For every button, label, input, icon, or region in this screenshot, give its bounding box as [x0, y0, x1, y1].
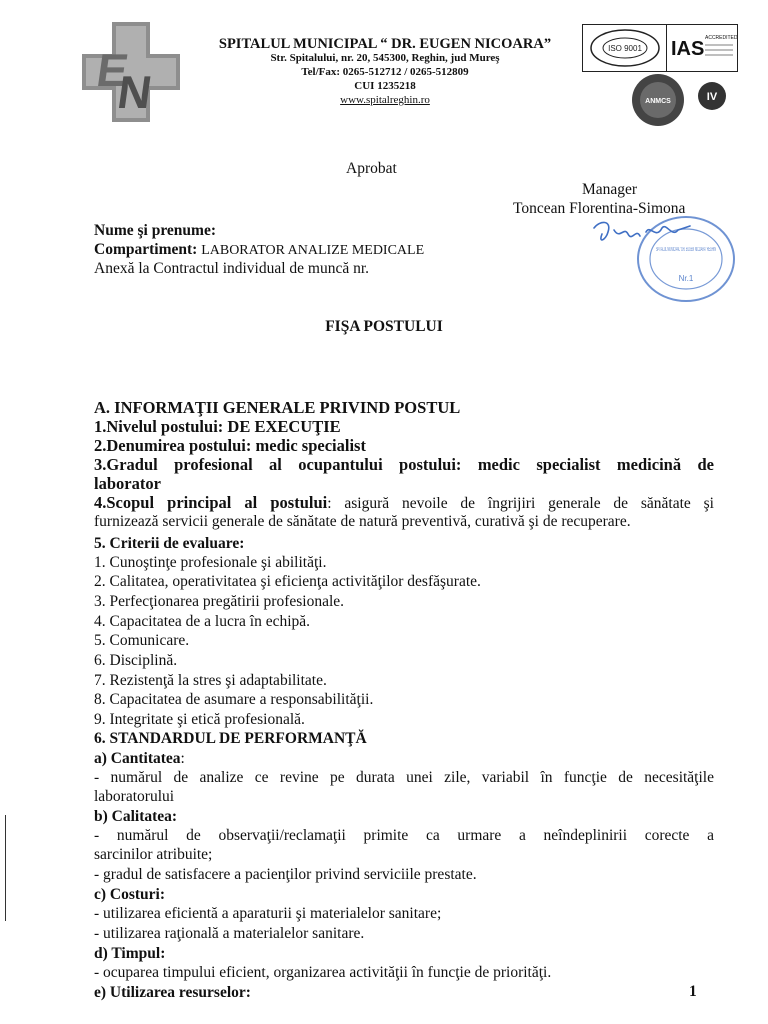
- name-label: Nume şi prenume:: [94, 222, 216, 239]
- official-stamp: [634, 215, 738, 303]
- costs-title: c) Costuri:: [94, 886, 166, 903]
- purpose-continuation: furnizează servicii generale de sănătate de natură preventivă, curativă şi de recuperare.: [94, 513, 631, 530]
- svg-text:E: E: [93, 44, 132, 96]
- time-title: d) Timpul:: [94, 945, 166, 962]
- job-level: 1.Nivelul postului: DE EXECUŢIE: [94, 417, 341, 436]
- hospital-name: SPITALUL MUNICIPAL “ DR. EUGEN NICOARA”: [218, 36, 552, 52]
- criteria-item: 8. Capacitatea de asumare a responsabilităţii.: [94, 691, 374, 708]
- costs-text: - utilizarea raţională a materialelor sanitare.: [94, 925, 365, 942]
- page-number: 1: [689, 983, 697, 1000]
- accredited-label: ACCREDITED: [705, 35, 737, 41]
- criteria-item: 4. Capacitatea de a lucra în echipă.: [94, 613, 311, 630]
- grade-value: : medic specialist medicină de: [455, 455, 714, 474]
- ias-accreditation-logo: [666, 24, 738, 72]
- quality-text: - numărul de observaţii/reclamaţii primite ca urmare a neîndeplinirii corecte a: [94, 827, 714, 844]
- contract-annex: Anexă la Contractul individual de muncă nr.: [94, 260, 370, 277]
- criteria-item: 9. Integritate şi etică profesională.: [94, 711, 305, 728]
- hospital-website-link[interactable]: www.spitalreghin.ro: [340, 94, 430, 106]
- grade-label: 3.Gradul profesional al ocupantului postului: [94, 455, 456, 474]
- iso-label: ISO 9001: [608, 44, 642, 53]
- manager-name: Toncean Florentina-Simona: [513, 200, 686, 217]
- section-a-title: A. INFORMAŢII GENERALE PRIVIND POSTUL: [94, 398, 461, 417]
- hospital-header: [200, 37, 570, 107]
- time-text: - ocuparea timpului eficient, organizarea activităţii în funcţie de priorităţi.: [94, 964, 552, 981]
- department-line: [94, 240, 424, 260]
- iso-certification-logo: [582, 24, 668, 72]
- quantity-heading: [94, 749, 185, 768]
- quality-text-continuation: sarcinilor atribuite;: [94, 846, 213, 863]
- hospital-phone: Tel/Fax: 0265-512712 / 0265-512809: [301, 66, 469, 78]
- grade-continuation: laborator: [94, 474, 161, 493]
- ias-label: IAS: [671, 38, 705, 60]
- purpose-text: : asigură nevoile de îngrijiri generale de sănătate şi: [327, 495, 714, 512]
- level-iv-label: IV: [706, 91, 718, 103]
- performance-standard-title: 6. STANDARDUL DE PERFORMANŢĂ: [94, 730, 367, 747]
- approved-label: Aprobat: [346, 160, 397, 177]
- hospital-address: Str. Spitalului, nr. 20, 545300, Reghin, jud Mureş: [270, 52, 500, 64]
- scan-margin-line: [5, 815, 6, 921]
- job-name: 2.Denumirea postului: medic specialist: [94, 436, 366, 455]
- criteria-item: 6. Disciplină.: [94, 652, 178, 669]
- quality-text: - gradul de satisfacere a pacienţilor privind serviciile prestate.: [94, 866, 477, 883]
- job-purpose: [94, 493, 714, 513]
- quantity-text-continuation: laboratorului: [94, 788, 175, 805]
- manager-role: Manager: [582, 181, 638, 198]
- criteria-item: 2. Calitatea, operativitatea şi eficienţa activităţilor desfăşurate.: [94, 573, 481, 590]
- stamp-text: SPITALUL MUNICIPAL “DR. EUGEN NICOARA” REGHIN: [656, 247, 716, 253]
- professional-grade: [94, 455, 714, 474]
- quantity-title: a) Cantitatea: [94, 750, 181, 767]
- resources-title: e) Utilizarea resurselor:: [94, 984, 251, 1001]
- criteria-item: 7. Rezistenţă la stres şi adaptabilitate.: [94, 672, 327, 689]
- costs-text: - utilizarea eficientă a aparaturii şi materialelor sanitare;: [94, 905, 442, 922]
- anmcs-certification-logo: [624, 72, 736, 128]
- department-value: LABORATOR ANALIZE MEDICALE: [201, 243, 425, 258]
- department-label: Compartiment:: [94, 241, 198, 258]
- anmcs-label: ANMCS: [645, 98, 671, 105]
- quality-title: b) Calitatea:: [94, 808, 178, 825]
- quantity-colon: :: [180, 750, 185, 767]
- stamp-number: Nr.1: [678, 274, 694, 283]
- criteria-item: 3. Perfecţionarea pregătirii profesionale.: [94, 593, 345, 610]
- criteria-item: 5. Comunicare.: [94, 632, 190, 649]
- svg-text:N: N: [114, 66, 156, 118]
- criteria-title: 5. Criterii de evaluare:: [94, 535, 245, 552]
- purpose-label: 4.Scopul principal al postului: [94, 493, 328, 512]
- hospital-cui: CUI 1235218: [354, 80, 416, 92]
- criteria-item: 1. Cunoştinţe profesionale şi abilităţi.: [94, 554, 327, 571]
- hospital-logo: [82, 22, 180, 122]
- quantity-text: - numărul de analize ce revine pe durata unei zile, variabil în funcţie de necesităţile: [94, 769, 714, 786]
- document-title: FIŞA POSTULUI: [325, 318, 443, 335]
